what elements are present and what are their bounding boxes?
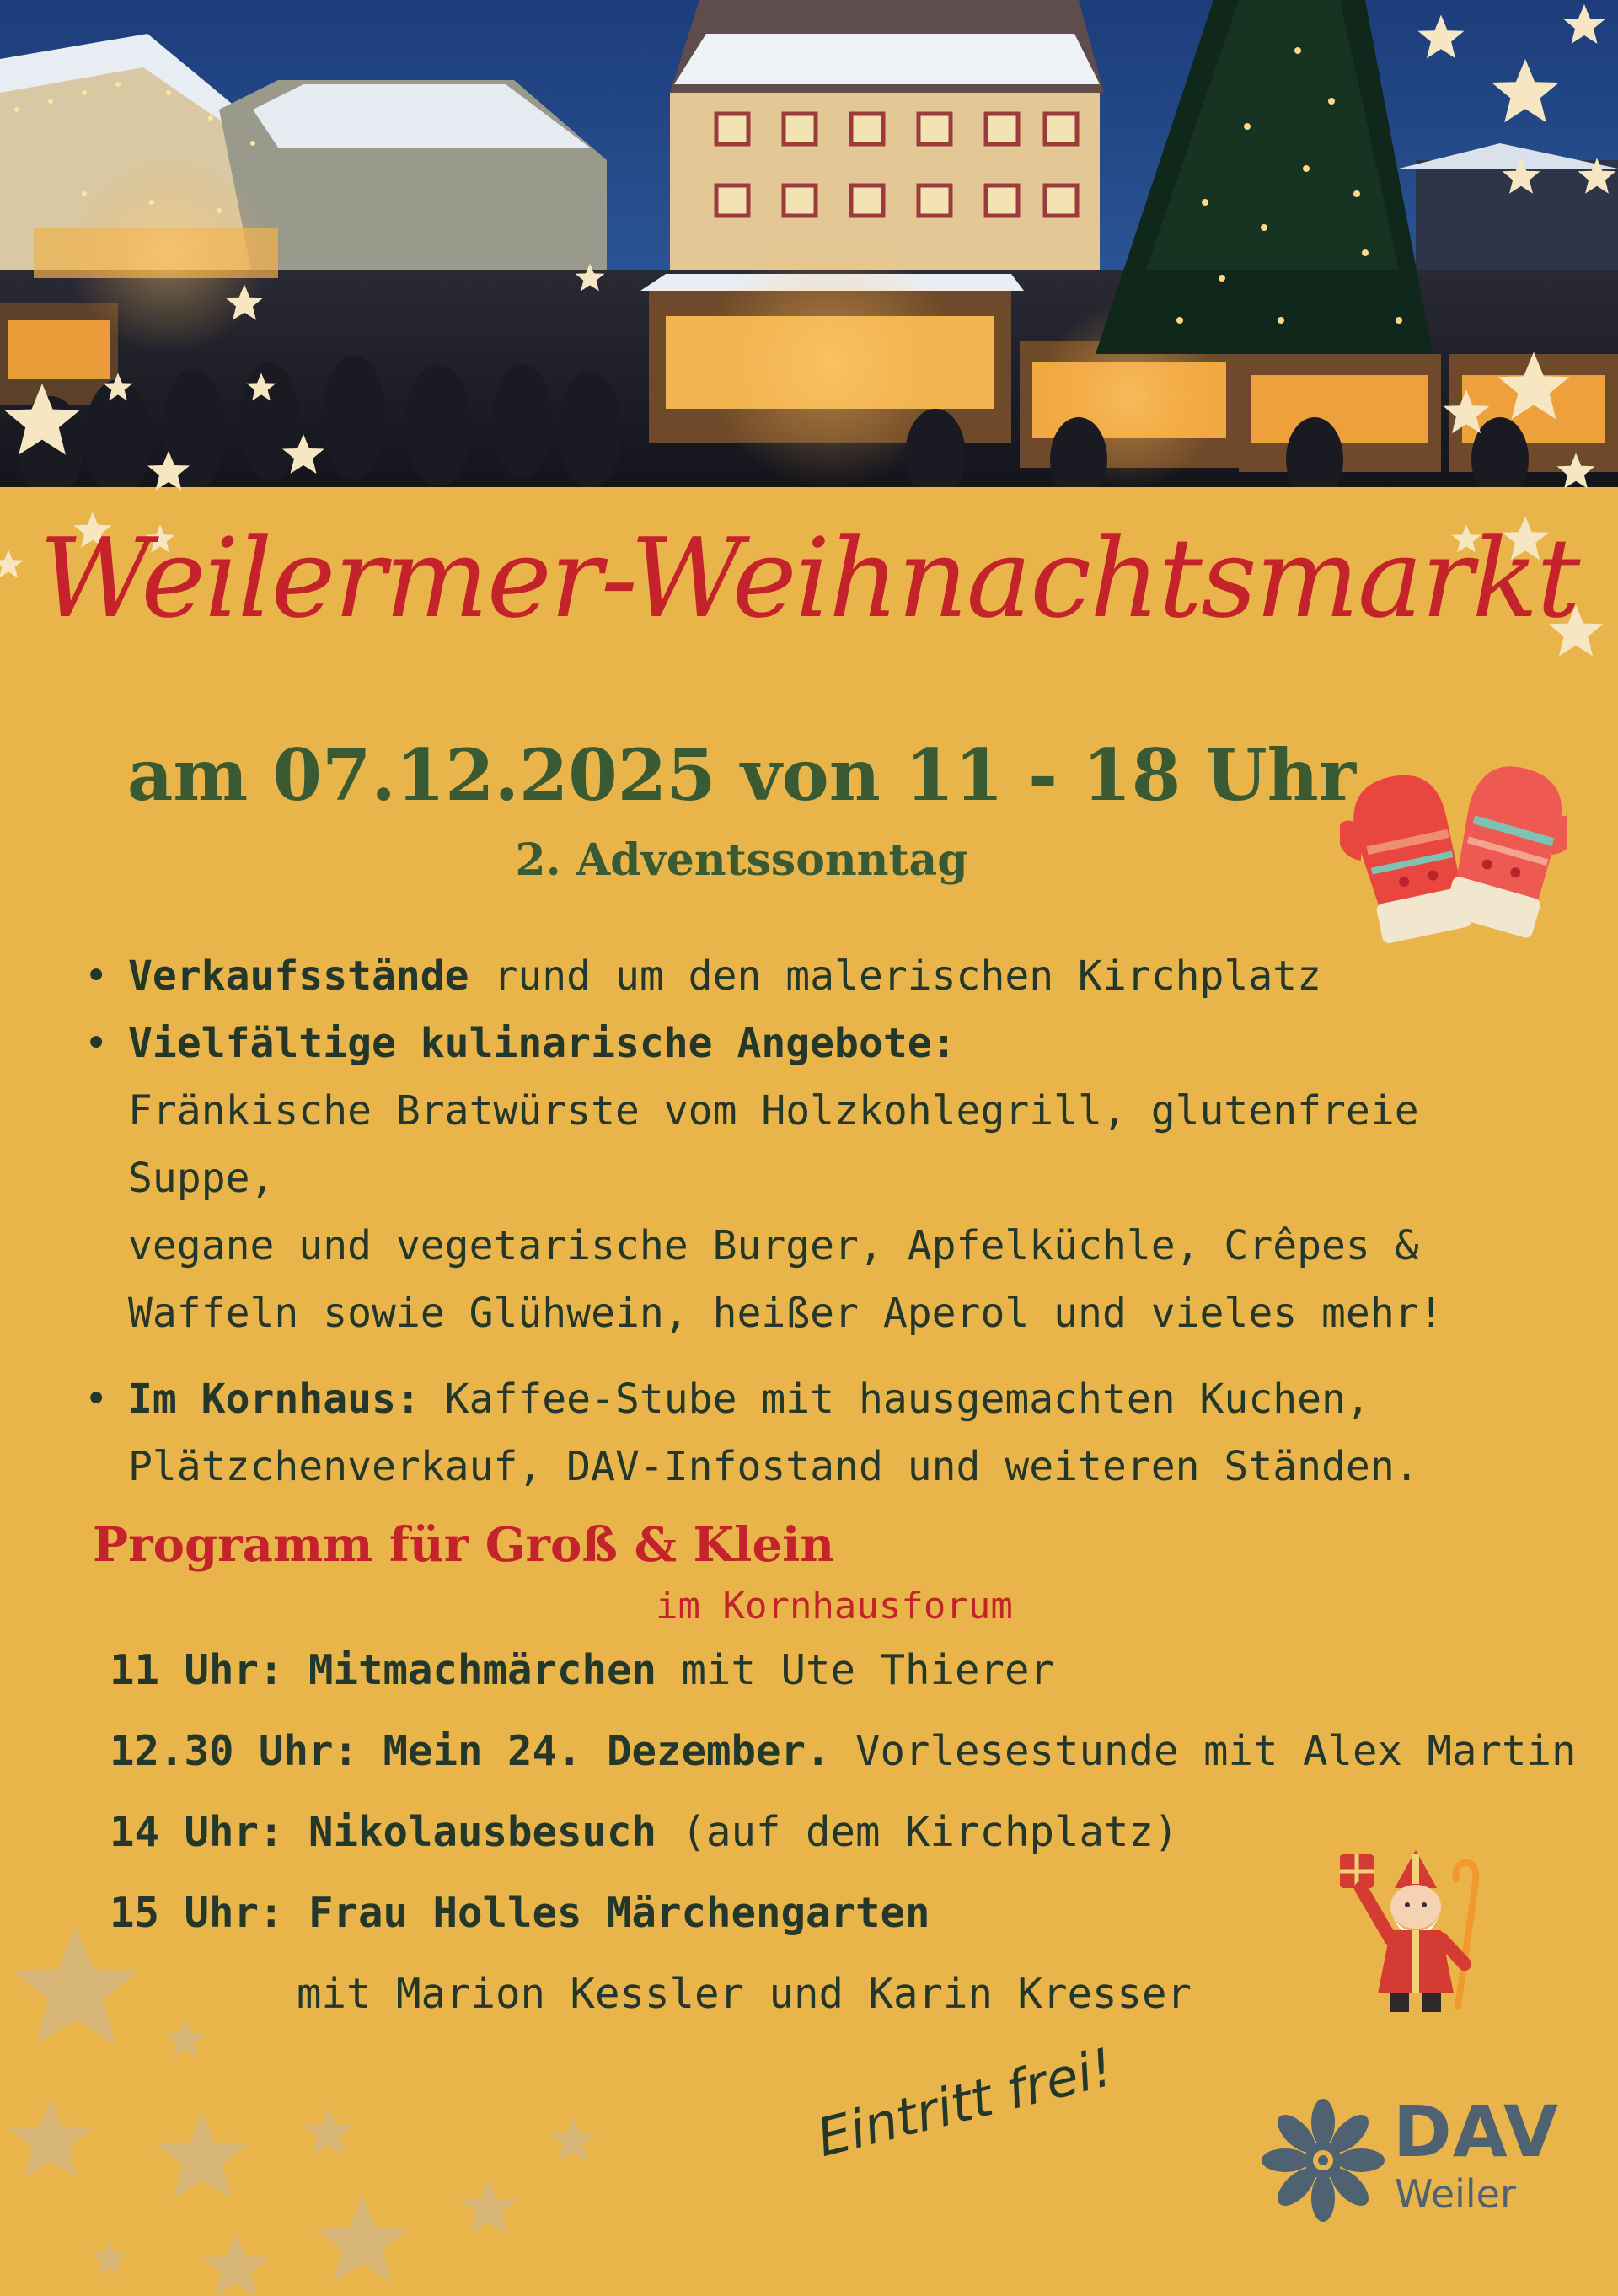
program-heading: Programm für Groß & Klein [93, 1517, 835, 1573]
dav-logo [1260, 2090, 1560, 2224]
program-time: 15 Uhr: [110, 1889, 284, 1937]
program-location: im Kornhausforum [656, 1585, 1013, 1628]
program-title: Mein 24. Dezember. [383, 1727, 831, 1775]
program-time: 12.30 Uhr: [110, 1727, 359, 1775]
list-item-text: rund um den malerischen Kirchplatz [469, 952, 1322, 1000]
list-item-heading: Vielfältige kulinarische Angebote: [128, 1020, 956, 1067]
program-item [110, 1639, 1577, 1720]
advent-sunday: 2. Adventssonntag [515, 834, 968, 886]
list-item [84, 1365, 1567, 1500]
event-date: am 07.12.2025 von 11 - 18 Uhr [127, 733, 1356, 817]
program-detail: mit Ute Thierer [656, 1646, 1055, 1694]
program-detail: Vorlesestunde mit Alex Martin [830, 1727, 1577, 1775]
program-title: Nikolausbesuch [308, 1808, 657, 1856]
page-title: Weilermer-Weihnachtsmarkt [39, 514, 1579, 642]
admission-free: Eintritt frei! [811, 2036, 1119, 2169]
program-time: 14 Uhr: [110, 1808, 284, 1856]
list-item [84, 1010, 1567, 1347]
program-title: Frau Holles Märchengarten [308, 1889, 930, 1937]
logo-subtitle: Weiler [1395, 2171, 1516, 2217]
list-item-text: Plätzchenverkauf, DAV-Infostand und weiteren Ständen. [128, 1443, 1419, 1490]
program-title: Mitmachmärchen [308, 1646, 657, 1694]
list-item-text: Waffeln sowie Glühwein, heißer Aperol und vieles mehr! [128, 1290, 1444, 1337]
list-item-heading: Im Kornhaus: [128, 1376, 421, 1423]
list-item-text: Kaffee-Stube mit hausgemachten Kuchen, [420, 1376, 1370, 1423]
program-time: 11 Uhr: [110, 1646, 284, 1694]
program-item [110, 1720, 1577, 1801]
list-item-text: Fränkische Bratwürste vom Holzkohlegrill, glutenfreie Suppe, [128, 1087, 1419, 1202]
mittens-icon [1340, 759, 1567, 952]
list-item-text: vegane und vegetarische Burger, Apfelküchle, Crêpes & [128, 1222, 1419, 1269]
santa-nikolaus-icon [1331, 1837, 1500, 2023]
logo-name: DAV [1393, 2090, 1560, 2173]
feature-list [84, 942, 1567, 1500]
program-continuation: mit Marion Kessler und Karin Kresser [297, 1970, 1192, 2018]
edelweiss-icon [1260, 2097, 1386, 2224]
list-item-heading: Verkaufsstände [128, 952, 469, 1000]
program-detail: (auf dem Kirchplatz) [656, 1808, 1179, 1856]
list-item [84, 942, 1567, 1010]
